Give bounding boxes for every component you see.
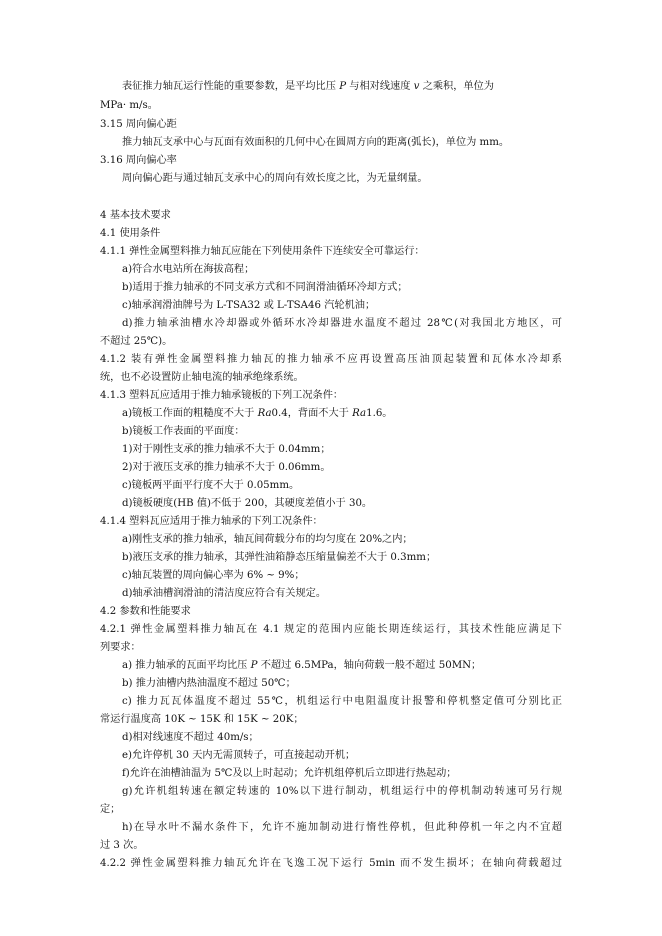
list-item: a)刚性支承的推力轴承，轴瓦间荷载分布的均匀度在 20%之内；: [122, 534, 413, 545]
para-line: MPa· m/s。: [100, 100, 158, 111]
list-item: d)镜板硬度(HB 值)不低于 200，其硬度差值小于 30。: [122, 498, 373, 509]
section-heading: 3.16 周向偏心率: [100, 155, 177, 166]
list-item: b)液压支承的推力轴承，其弹性油箱静态压缩量偏差不大于 0.3mm；: [122, 552, 437, 563]
clause-line: 4.1.4 塑料瓦应适用于推力轴承的下列工况条件：: [100, 516, 323, 527]
para-line: 周向偏心距与通过轴瓦支承中心的周向有效长度之比，为无量纲量。: [122, 173, 428, 184]
list-item: g)允许机组转速在额定转速的 10%以下进行制动，机组运行中的停机制动转速可另行规: [122, 786, 562, 797]
list-item: 2)对于液压支承的推力轴承不大于 0.06mm。: [122, 462, 331, 473]
symbol-p: P: [339, 81, 347, 92]
list-item: 1)对于刚性支承的推力轴承不大于 0.04mm；: [122, 444, 331, 455]
list-item: a)镜板工作面的粗糙度不大于 Ra0.4，背面不大于 Ra1.6。: [122, 408, 393, 419]
list-item: a)符合水电站所在海拔高程；: [122, 264, 255, 275]
list-item: d)相对线速度不超过 40m/s；: [122, 732, 259, 743]
clause-line-continued: 列要求：: [100, 642, 141, 653]
list-item: h)在导水叶不漏水条件下，允许不施加制动进行惰性停机，但此种停机一年之内不宜超: [122, 822, 562, 833]
para-line: 推力轴瓦支承中心与瓦面有效面积的几何中心在圆周方向的距离(弧长)，单位为 mm。: [122, 137, 510, 148]
section-heading: 4.2 参数和性能要求: [100, 606, 191, 617]
chapter-heading: 4 基本技术要求: [100, 210, 171, 221]
list-item: c)轴瓦装置的周向偏心率为 6% ~ 9%；: [122, 570, 305, 581]
clause-line: 4.1.2 装有弹性金属塑料推力轴瓦的推力轴承不应再设置高压油顶起装置和瓦体水冷却系: [100, 354, 562, 365]
para-line: 表征推力轴瓦运行性能的重要参数，是平均比压 P 与相对线速度 v 之乘积，单位为: [122, 81, 494, 92]
list-item: d)推力轴承油槽水冷却器或外循环水冷却器进水温度不超过 28℃(对我国北方地区，可: [122, 318, 562, 329]
section-heading: 4.1 使用条件: [100, 228, 161, 239]
clause-line: 4.2.1 弹性金属塑料推力轴瓦在 4.1 规定的范围内应能长期连续运行，其技术性能应满足下: [100, 624, 562, 635]
list-item: b)镜板工作表面的平面度：: [122, 426, 245, 437]
list-item: b)适用于推力轴承的不同支承方式和不同润滑油循环冷却方式；: [122, 282, 408, 293]
list-item: e)允许停机 30 天内无需顶转子，可直接起动开机；: [122, 750, 356, 761]
list-item-continued: 定；: [100, 804, 121, 815]
symbol-ra: Ra: [352, 408, 367, 419]
list-item-continued: 常运行温度高 10K ~ 15K 和 15K ~ 20K；: [100, 714, 304, 725]
list-item: d)轴承油槽润滑油的清洁度应符合有关规定。: [122, 588, 327, 599]
list-item: f)允许在油槽油温为 5℃及以上时起动；允许机组停机后立即进行热起动；: [122, 768, 457, 779]
list-item-continued: 不超过 25℃)。: [100, 336, 173, 347]
clause-line: 4.1.1 弹性金属塑料推力轴瓦应能在下列使用条件下连续安全可靠运行：: [100, 246, 425, 257]
list-item: c) 推力瓦瓦体温度不超过 55℃，机组运行中电阻温度计报警和停机整定值可分别比正: [122, 696, 562, 707]
symbol-p: P: [250, 660, 258, 671]
clause-line: 4.1.3 塑料瓦应适用于推力轴承镜板的下列工况条件：: [100, 390, 344, 401]
symbol-ra: Ra: [257, 408, 272, 419]
clause-line: 4.2.2 弹性金属塑料推力轴瓦允许在飞逸工况下运行 5min 而不发生损坏；在轴向荷载超过: [100, 858, 562, 869]
clause-line-continued: 统，也不必设置防止轴电流的轴承绝缘系统。: [100, 372, 304, 383]
list-item: b) 推力油槽内热油温度不超过 50℃；: [122, 678, 296, 689]
list-item-continued: 过 3 次。: [100, 840, 144, 851]
list-item: a) 推力轴承的瓦面平均比压 P 不超过 6.5MPa，轴向荷载一般不超过 50MN；: [122, 660, 482, 671]
list-item: c)镜板两平面平行度不大于 0.05mm。: [122, 480, 300, 491]
list-item: c)轴承润滑油牌号为 L-TSA32 或 L-TSA46 汽轮机油；: [122, 300, 376, 311]
section-heading: 3.15 周向偏心距: [100, 119, 177, 130]
symbol-v: v: [413, 81, 420, 92]
